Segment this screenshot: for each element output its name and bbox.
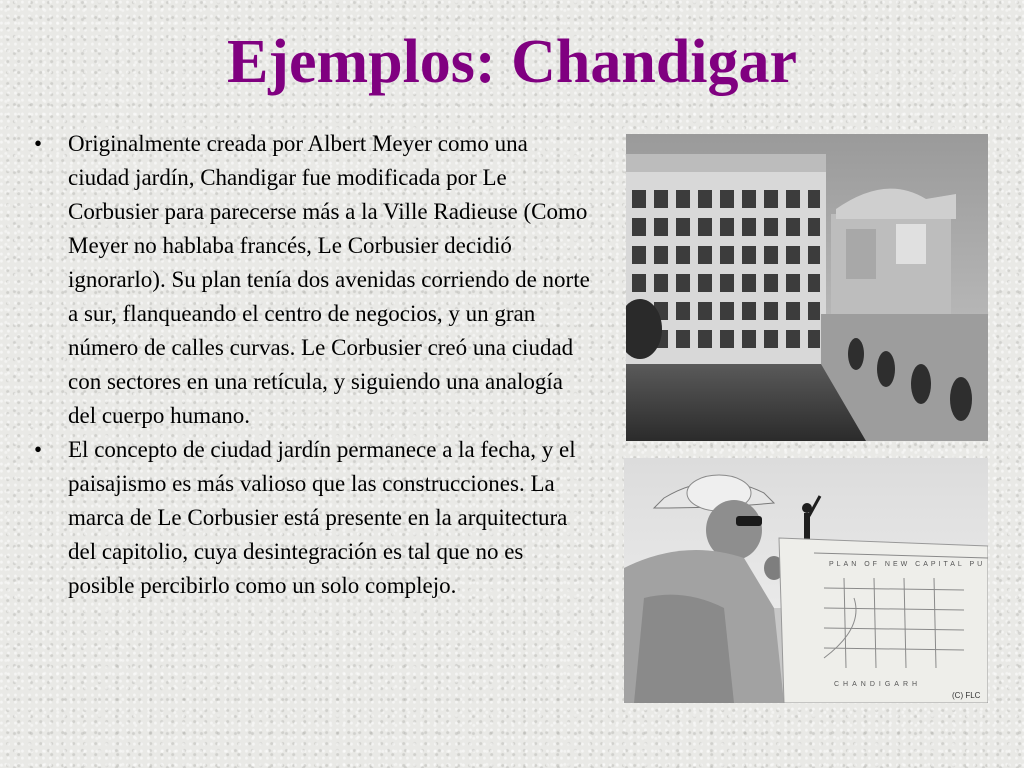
bullet-text: El concepto de ciudad jardín permanece a la fecha, y el paisajismo es más valioso que las construcciones. La marca de Le Corbusier está presente en la arquitectura del capitolio, cuya desintegración es tal que no es posible percibirlo como un solo complejo.	[68, 437, 576, 598]
le-corbusier-photo	[624, 458, 988, 703]
plan-sheet-bottom: CHANDIGARH	[834, 681, 922, 688]
bullet-text: Originalmente creada por Albert Meyer como una ciudad jardín, Chandigar fue modificada por Le Corbusier para parecerse más a la Ville Radieuse (Como Meyer no hablaba francés, Le Corbusier decidió ignorarlo). Su plan tenía dos avenidas corriendo de norte a sur, flanqueando el centro de negocios, y un gran número de calles curvas. Le Corbusier creó una ciudad con sectores en una retícula, y siguiendo una analogía del cuerpo humano.	[68, 131, 590, 428]
bullet-icon: •	[33, 437, 43, 462]
architecture-photo	[626, 134, 988, 441]
photo-credit: (C) FLC	[952, 691, 981, 700]
plan-sheet-title: PLAN OF NEW CAPITAL PU	[829, 561, 986, 568]
bullet-list	[28, 127, 594, 603]
bullet-item	[28, 127, 594, 433]
bullet-item	[28, 433, 594, 603]
architecture-photo-illustration	[626, 134, 988, 441]
bullet-icon: •	[33, 131, 43, 156]
le-corbusier-photo-illustration	[624, 458, 988, 703]
slide-title: Ejemplos: Chandigar	[226, 28, 798, 96]
